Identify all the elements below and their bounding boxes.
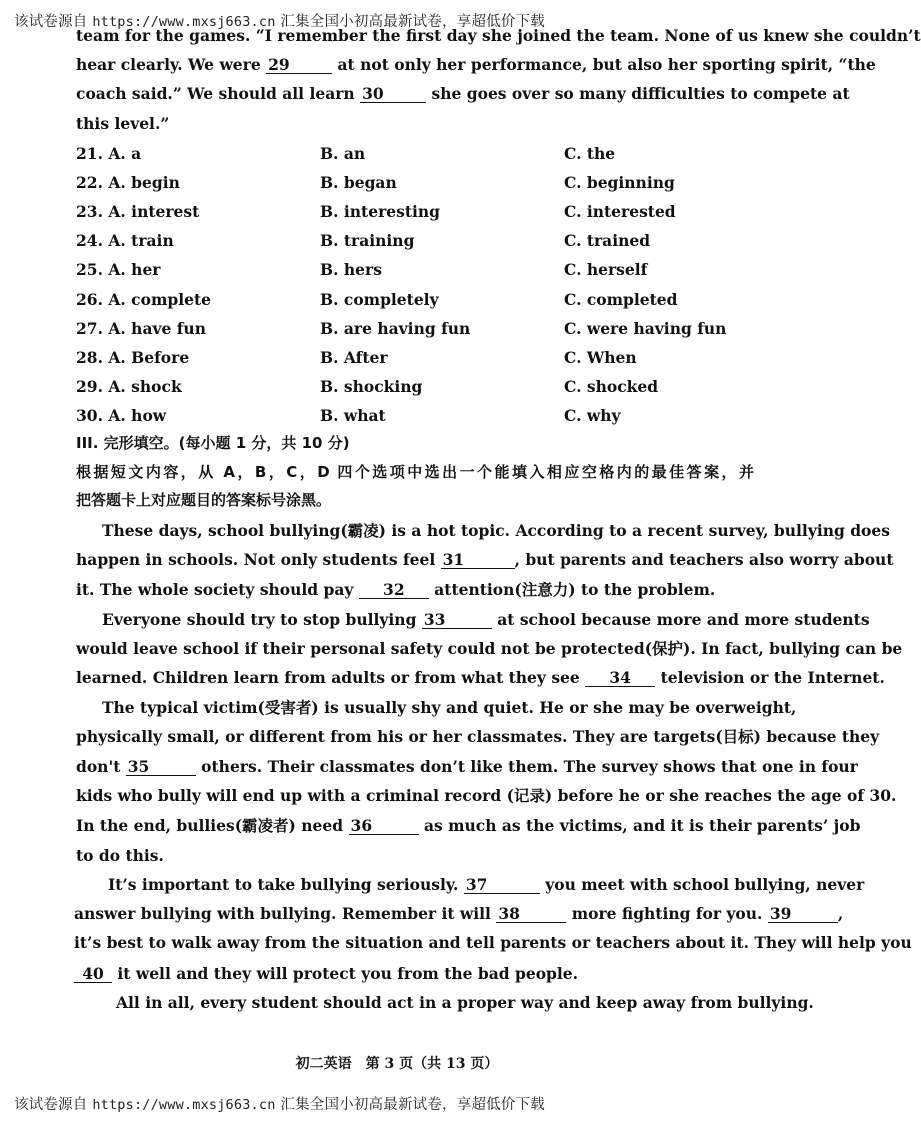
passage-line [74, 904, 844, 924]
option-b: B. are having fun [320, 318, 471, 338]
option-c: C. beginning [564, 173, 675, 193]
option-a: 28. A. Before [76, 347, 190, 367]
option-a: 27. A. have fun [76, 318, 206, 338]
watermark-suffix: 汇集全国小初高最新试卷，享超低价下载 [280, 1097, 545, 1113]
option-row [76, 405, 754, 427]
watermark-suffix: 汇集全国小初高最新试卷，享超低价下载 [280, 14, 545, 30]
option-b: B. what [320, 405, 386, 425]
option-a: 24. A. train [76, 231, 174, 251]
blank-34: 34 [585, 669, 655, 687]
option-b: B. shocking [320, 376, 423, 396]
passage-line [76, 550, 894, 570]
option-row [76, 318, 754, 340]
option-b: B. began [320, 173, 397, 193]
text: more fighting for you. [571, 904, 763, 923]
option-c: C. trained [564, 231, 651, 251]
text: answer bullying with bullying. Remember it will [74, 904, 491, 923]
text: happen in schools. Not only students feel [76, 550, 436, 569]
text: others. Their classmates don’t like them. The survey shows that one in four [201, 757, 858, 776]
option-a: 30. A. how [76, 405, 167, 425]
text: learned. Children learn from adults or from what they see [76, 668, 580, 687]
blank-32: 32 [359, 581, 429, 599]
text: at not only her performance, but also her sporting spirit, “the [337, 55, 876, 74]
option-a: 21. A. a [76, 144, 142, 163]
passage-line [74, 964, 752, 984]
option-row [76, 347, 754, 369]
blank-31: 31 [441, 551, 515, 569]
blank-33: 33 [422, 611, 492, 629]
watermark-url[interactable]: https://www.mxsj663.cn [92, 1097, 276, 1113]
option-c: C. When [564, 347, 637, 367]
option-c: C. shocked [564, 376, 659, 396]
text: at school because more and more students [497, 610, 870, 629]
passage-line [76, 55, 876, 75]
watermark-prefix: 该试卷源自 [14, 1097, 88, 1113]
blank-40: 40 [74, 965, 112, 983]
blank-35: 35 [126, 758, 196, 776]
option-row [76, 289, 754, 311]
option-b: B. an [320, 144, 366, 163]
option-a: 23. A. interest [76, 202, 200, 222]
text: as much as the victims, and it is their parents’ job [423, 816, 861, 835]
text: , but parents and teachers also worry about [514, 550, 894, 569]
text: Everyone should try to stop bullying [102, 610, 417, 629]
text: hear clearly. We were [76, 55, 261, 74]
text: coach said.” We should all learn [76, 84, 355, 103]
option-row [76, 259, 754, 281]
text: It’s important to take bullying seriously. [108, 875, 459, 894]
blank-39: 39 [768, 905, 838, 923]
option-c: C. the [564, 144, 616, 163]
option-row [76, 376, 754, 398]
section-instruction: 根据短文内容，从 A，B，C，D 四个选项中选出一个能填入相应空格内的最佳答案，并 [76, 463, 754, 481]
watermark-url[interactable]: https://www.mxsj663.cn [92, 14, 276, 30]
option-b: B. hers [320, 260, 382, 280]
passage-line: this level.” [76, 114, 170, 133]
passage-line [108, 875, 865, 895]
option-b: B. After [320, 347, 388, 367]
text: television or the Internet. [660, 668, 885, 687]
option-a: 29. A. shock [76, 376, 182, 396]
text: attention(注意力) to the problem. [434, 580, 716, 599]
option-b: B. interesting [320, 202, 440, 222]
option-a: 22. A. begin [76, 173, 180, 193]
option-a: 26. A. complete [76, 289, 211, 309]
passage-line: physically small, or different from his or her classmates. They are targets(目标) because they [76, 727, 880, 746]
option-b: B. completely [320, 289, 439, 309]
blank-38: 38 [496, 905, 566, 923]
option-a: 25. A. her [76, 260, 161, 280]
text: she goes over so many difficulties to compete at [431, 84, 850, 103]
option-row [76, 172, 754, 194]
passage-line: to do this. [76, 846, 164, 865]
passage-line [76, 757, 858, 777]
option-row [76, 201, 754, 223]
blank-30: 30 [360, 85, 426, 103]
option-row [76, 143, 754, 165]
section-heading: III. 完形填空。(每小题 1 分，共 10 分) [76, 434, 350, 452]
option-c: C. herself [564, 260, 648, 280]
passage-line [76, 580, 754, 600]
section-instruction: 把答题卡上对应题目的答案标号涂黑。 [76, 491, 332, 509]
text: , [837, 904, 844, 923]
blank-37: 37 [464, 876, 540, 894]
passage-line: would leave school if their personal safety could not be protected(保护). In fact, bullying can be [76, 639, 903, 658]
watermark-prefix: 该试卷源自 [14, 14, 88, 30]
option-c: C. completed [564, 289, 678, 309]
passage-line: The typical victim(受害者) is usually shy and quiet. He or she may be overweight, [102, 698, 797, 717]
blank-29: 29 [266, 56, 332, 74]
option-row [76, 230, 754, 252]
passage-line [102, 610, 870, 630]
text: don't [76, 757, 121, 776]
passage-line: team for the games. “I remember the first day she joined the team. None of us knew she couldn’t [76, 26, 921, 45]
blank-36: 36 [349, 817, 419, 835]
passage-line: it’s best to walk away from the situation and tell parents or teachers about it. They will help you [74, 933, 912, 952]
option-b: B. training [320, 231, 415, 251]
text: it. The whole society should pay [76, 580, 354, 599]
option-c: C. why [564, 405, 621, 425]
option-c: C. interested [564, 202, 676, 222]
passage-line [76, 816, 861, 836]
passage-line: All in all, every student should act in a proper way and keep away from bullying. [116, 993, 814, 1012]
option-c: C. were having fun [564, 318, 727, 338]
passage-line [76, 84, 850, 104]
text: it well and they will protect you from the bad people. [117, 964, 579, 983]
passage-line [76, 668, 885, 688]
passage-line: kids who bully will end up with a criminal record (记录) before he or she reaches the age of 30. [76, 786, 897, 805]
text: In the end, bullies(霸凌者) need [76, 816, 344, 835]
text: you meet with school bullying, never [545, 875, 865, 894]
page-footer: 初二英语 第 3 页（共 13 页） [295, 1056, 499, 1072]
passage-line: These days, school bullying(霸凌) is a hot topic. According to a recent survey, bullying does [102, 521, 890, 540]
watermark-bottom [14, 1093, 545, 1114]
